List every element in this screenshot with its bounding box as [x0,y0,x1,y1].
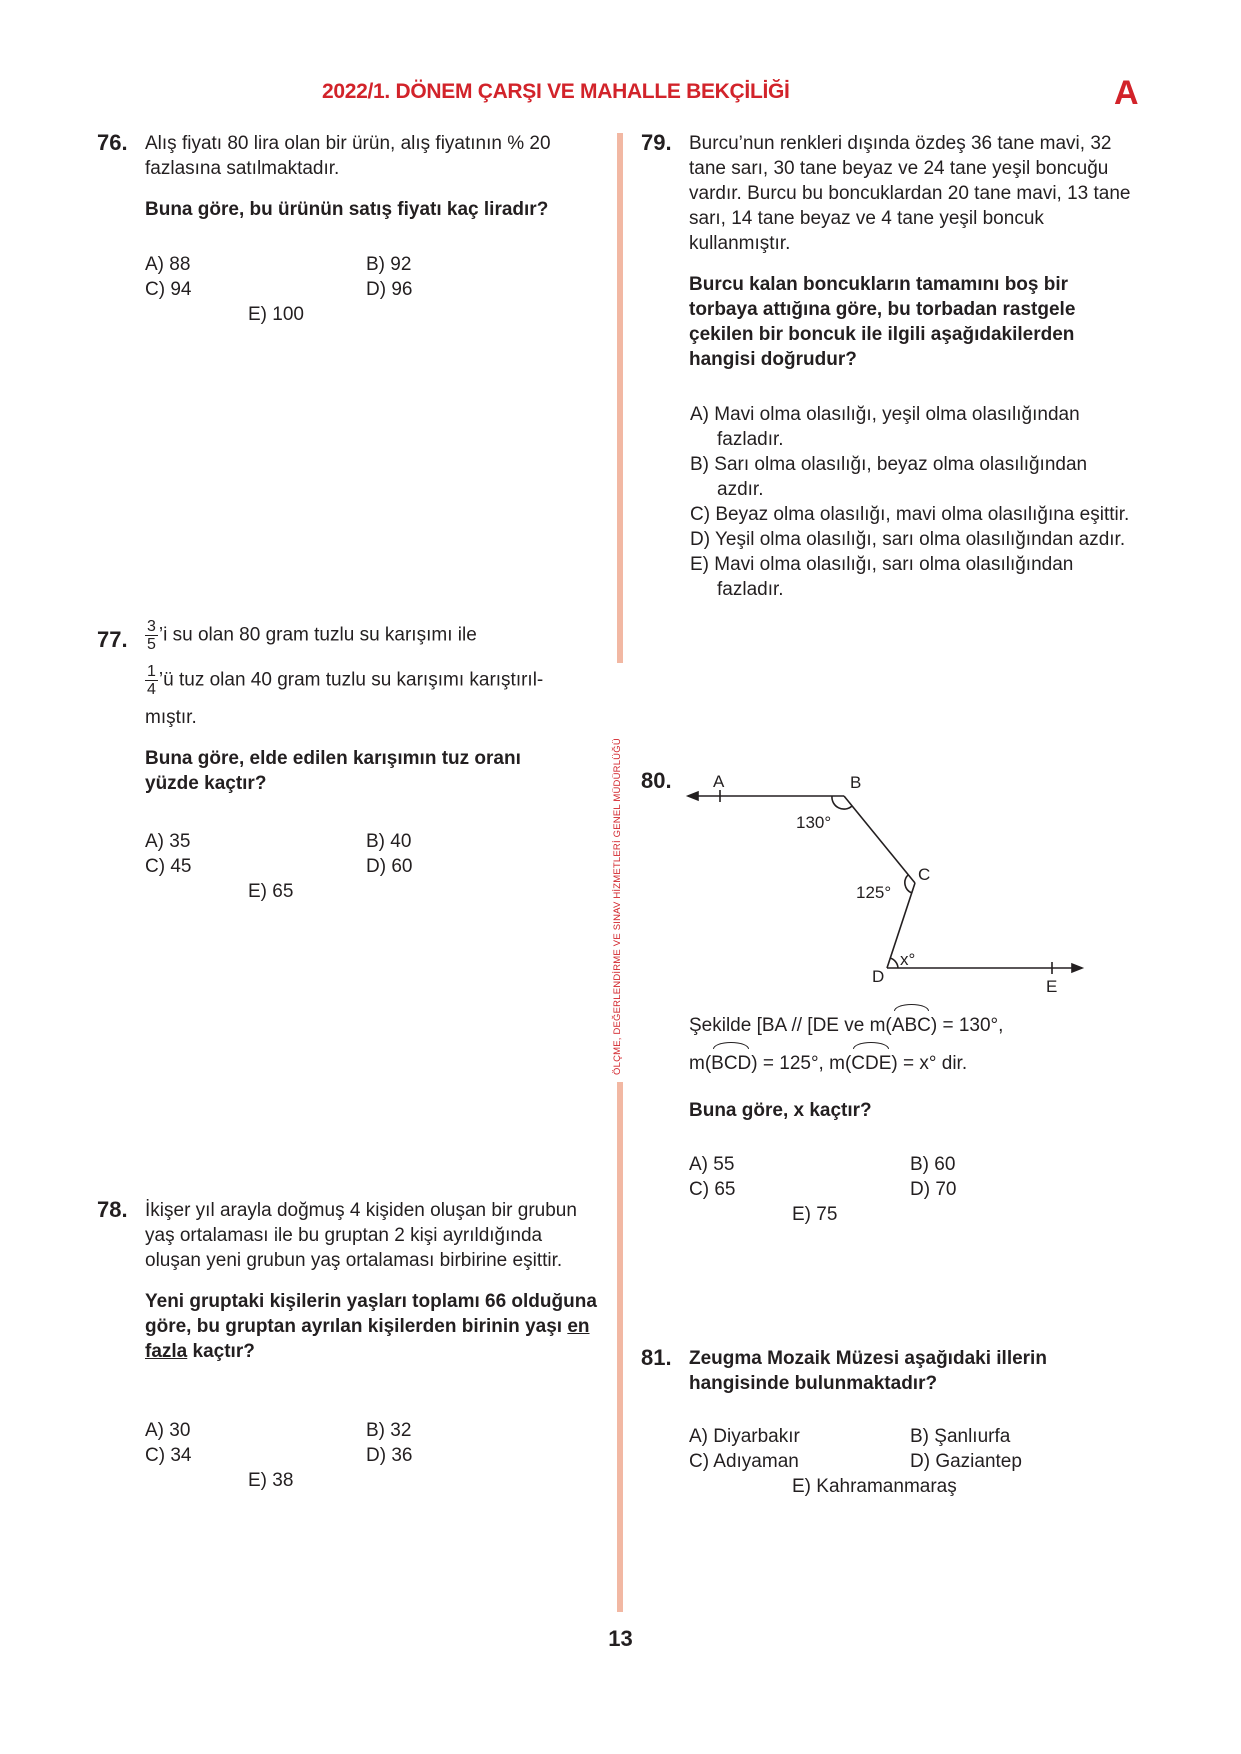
q76-option-c[interactable]: C) 94 [145,279,192,300]
q81-option-c[interactable]: C) Adıyaman [689,1451,799,1472]
q78-option-d[interactable]: D) 36 [366,1445,413,1466]
q80-option-e[interactable]: E) 75 [792,1204,838,1225]
q76-option-b[interactable]: B) 92 [366,254,412,275]
q76-option-a[interactable]: A) 88 [145,254,191,275]
q77-option-e[interactable]: E) 65 [248,881,294,902]
question-78-body [145,1198,600,1364]
question-77-number: 77. [97,627,128,652]
q79-option-b[interactable]: B) Sarı olma olasılığı, beyaz olma olasılığından azdır. [690,454,1088,500]
q78-option-a[interactable]: A) 30 [145,1420,191,1441]
exam-title: 2022/1. DÖNEM ÇARŞI VE MAHALLE BEKÇİLİĞİ [322,80,790,103]
column-divider-top [617,133,623,663]
question-76-prompt: Buna göre, bu ürünün satış fiyatı kaç liradır? [145,199,549,220]
column-divider-bottom [617,1082,623,1612]
q81-option-b[interactable]: B) Şanlıurfa [910,1426,1011,1447]
q78-option-e[interactable]: E) 38 [248,1470,294,1491]
booklet-letter: A [1114,74,1139,112]
angle-D-label: x° [900,950,916,969]
emphasis-underline: en fazla [145,1316,590,1362]
question-80-number: 80. [641,768,672,793]
question-80-statement: Şekilde [BA // [DE ve m(ABC) = 130°, m(BCD) = 125°, m(CDE) = x° dir. [689,1007,1139,1083]
q80-option-b[interactable]: B) 60 [910,1154,956,1175]
label-B: B [850,773,862,792]
q76-option-e[interactable]: E) 100 [248,304,304,325]
angle-B-label: 130° [796,813,832,832]
question-77-prompt: Buna göre, elde edilen karışımın tuz oranı yüzde kaçtır? [145,748,521,794]
arc-abc: ABC [892,1007,931,1045]
vertical-publisher-text: ÖLÇME, DEĞERLENDİRME VE SINAV HİZMETLERİ GENEL MÜDÜRLÜĞÜ [612,738,623,1075]
question-76-text: Alış fiyatı 80 lira olan bir ürün, alış fiyatının % 20 fazlasına satılmaktadır. [145,133,551,179]
question-77-line2: $\frac{1}{4}$ ’ü tuz olan 40 gram tuzlu su karışımı karıştırıl- [147,663,544,698]
q77-option-d[interactable]: D) 60 [366,856,413,877]
question-79-body [689,131,1144,372]
label-E: E [1046,977,1058,996]
question-77-body [145,618,595,796]
question-79-prompt: Burcu kalan boncukların tamamını boş bir torbaya attığına göre, bu torbadan rastgele çekilen bir boncuk ile ilgili aşağıdakilerden hangisi doğrudur? [689,274,1076,370]
question-78-prompt: Yeni gruptaki kişilerin yaşları toplamı 66 olduğuna göre, bu gruptan ayrılan kişilerden birinin yaşı en fazla kaçtır? [145,1291,597,1362]
question-77-line1: $\frac{3}{5}$ ’i su olan 80 gram tuzlu su karışımı ile [147,618,477,653]
page-number: 13 [608,1626,633,1651]
q77-option-a[interactable]: A) 35 [145,831,191,852]
question-78-text: İkişer yıl arayla doğmuş 4 kişiden oluşan bir grubun yaş ortalaması ile bu gruptan 2 kişi ayrıldığında oluşan yeni grubun yaş ortalaması birbirine eşittir. [145,1200,577,1271]
q81-option-a[interactable]: A) Diyarbakır [689,1426,800,1447]
question-78-number: 78. [97,1197,128,1222]
q80-option-c[interactable]: C) 65 [689,1179,736,1200]
q78-option-c[interactable]: C) 34 [145,1445,192,1466]
q79-option-a[interactable]: A) Mavi olma olasılığı, yeşil olma olasılığından fazladır. [690,404,1080,450]
geometry-figure [680,760,1100,1000]
q77-option-b[interactable]: B) 40 [366,831,412,852]
arc-bcd: BCD [711,1045,751,1083]
label-A: A [713,772,725,791]
q79-options [690,402,1130,602]
q77-option-c[interactable]: C) 45 [145,856,192,877]
q80-option-a[interactable]: A) 55 [689,1154,735,1175]
label-D: D [872,967,885,986]
question-79-text: Burcu’nun renkleri dışında özdeş 36 tane mavi, 32 tane sarı, 30 tane beyaz ve 24 tane yeşil boncuğu vardır. Burcu bu boncuklardan 20 tane mavi, 13 tane sarı, 14 tane beyaz ve 4 tane yeşil boncuk kullanmıştır. [689,133,1131,254]
q80-option-d[interactable]: D) 70 [910,1179,957,1200]
q78-option-b[interactable]: B) 32 [366,1420,412,1441]
question-79-number: 79. [641,130,672,155]
q79-option-e[interactable]: E) Mavi olma olasılığı, sarı olma olasılığından fazladır. [690,554,1074,600]
q76-option-d[interactable]: D) 96 [366,279,413,300]
q79-option-d[interactable]: D) Yeşil olma olasılığı, sarı olma olasılığından azdır. [690,529,1126,550]
fraction-1-4: $\frac{1}{4}$ [147,663,156,698]
question-76-body [145,131,595,222]
fraction-3-5: $\frac{3}{5}$ [147,618,156,653]
angle-C-label: 125° [856,883,892,902]
question-81-number: 81. [641,1345,672,1370]
arc-cde: CDE [851,1045,891,1083]
question-80-prompt: Buna göre, x kaçtır? [689,1100,872,1121]
q81-option-d[interactable]: D) Gaziantep [910,1451,1022,1472]
label-C: C [918,865,931,884]
q81-option-e[interactable]: E) Kahramanmaraş [792,1476,957,1497]
question-76-number: 76. [97,130,128,155]
q79-option-c[interactable]: C) Beyaz olma olasılığı, mavi olma olasılığına eşittir. [690,504,1130,525]
question-81-prompt: Zeugma Mozaik Müzesi aşağıdaki illerin hangisinde bulunmaktadır? [689,1348,1047,1394]
question-77-line3: mıştır. [145,707,197,728]
